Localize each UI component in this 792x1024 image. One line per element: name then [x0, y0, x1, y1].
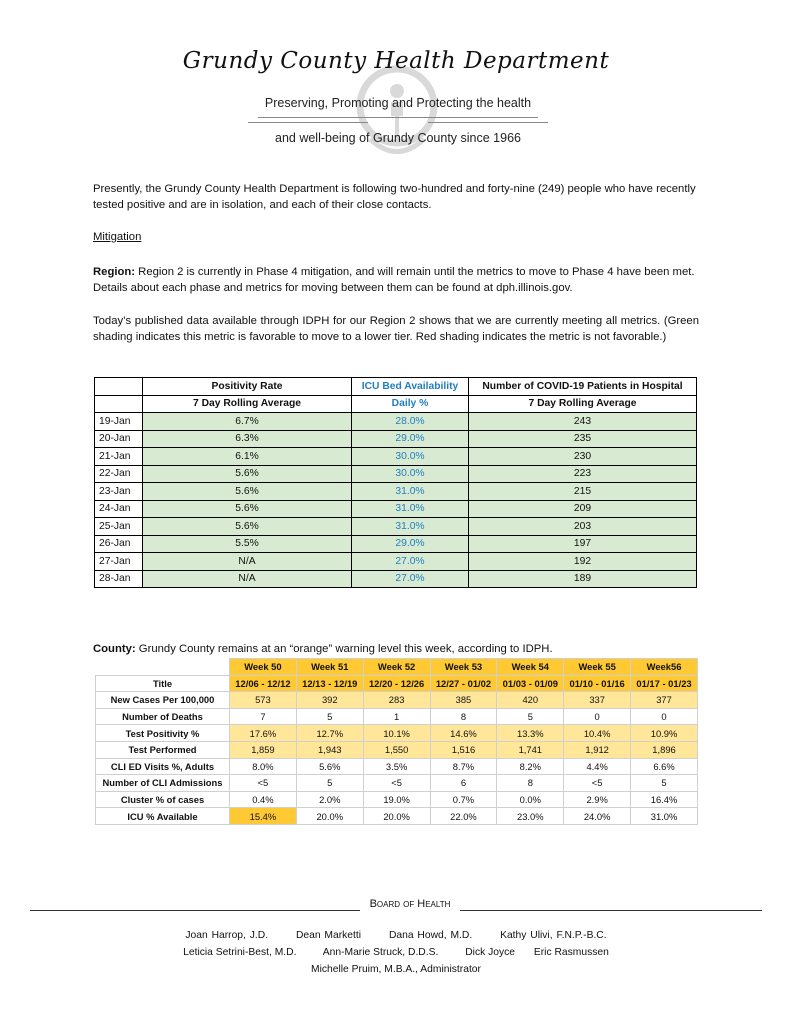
table-row: [95, 500, 697, 518]
metric-cell: 20.0%: [363, 808, 430, 825]
header-blank: [96, 659, 230, 676]
metric-cell: 283: [363, 692, 430, 709]
subheader-icu: Daily %: [352, 395, 469, 413]
hospital-cell: 230: [469, 448, 697, 466]
header-icu: ICU Bed Availability: [352, 378, 469, 396]
date-range: 12/20 - 12/26: [363, 675, 430, 692]
table-row: [95, 483, 697, 501]
week-header-row: [96, 659, 698, 676]
header-blank: [95, 378, 143, 396]
metric-cell: 13.3%: [497, 725, 564, 742]
metric-cell: 14.6%: [430, 725, 497, 742]
hospital-cell: 197: [469, 535, 697, 553]
hospital-cell: 215: [469, 483, 697, 501]
metric-cell: 6: [430, 775, 497, 792]
subheader-positivity: 7 Day Rolling Average: [143, 395, 352, 413]
table-row: [96, 808, 698, 825]
board-title: Board of Health: [369, 898, 451, 910]
table-row: [95, 553, 697, 571]
metric-cell: 1,550: [363, 741, 430, 758]
metric-cell: 5: [497, 708, 564, 725]
subheader-blank: [95, 395, 143, 413]
board-member: Kathy Ulivi, F.N.P.-B.C.: [500, 930, 607, 941]
metric-cell: 31.0%: [631, 808, 698, 825]
subheader-hospital: 7 Day Rolling Average: [469, 395, 697, 413]
date-range: 01/10 - 01/16: [564, 675, 631, 692]
date-range: 01/17 - 01/23: [631, 675, 698, 692]
table-row: [95, 413, 697, 431]
board-member: Dana Howd, M.D.: [388, 930, 473, 941]
metric-cell: 1,943: [296, 741, 363, 758]
metric-cell: 8: [497, 775, 564, 792]
metric-cell: 22.0%: [430, 808, 497, 825]
metric-cell: 420: [497, 692, 564, 709]
metric-cell: 1,859: [230, 741, 297, 758]
table-row: [96, 758, 698, 775]
metric-cell: 5.6%: [296, 758, 363, 775]
hospital-cell: 223: [469, 465, 697, 483]
department-logo-watermark: [355, 64, 439, 164]
metric-cell: 15.4%: [230, 808, 297, 825]
icu-cell: 31.0%: [352, 500, 469, 518]
positivity-cell: 6.1%: [143, 448, 352, 466]
county-paragraph: [93, 641, 699, 657]
row-date: 26-Jan: [95, 535, 143, 553]
board-members-line-1: [0, 930, 792, 941]
table-row: [96, 775, 698, 792]
week-header: Week 54: [497, 659, 564, 676]
metric-label: Number of Deaths: [96, 708, 230, 725]
idph-paragraph: Today’s published data available through IDPH for our Region 2 shows that we are currently meeting all metrics. (Green shading indicates this metric is favorable to move to a lower tier. Red shading indicates the metric is not favorable.): [93, 315, 699, 343]
mitigation-heading: Mitigation: [93, 231, 142, 243]
positivity-cell: 5.5%: [143, 535, 352, 553]
icu-cell: 28.0%: [352, 413, 469, 431]
board-member: Dean Marketti: [295, 930, 362, 941]
metric-cell: 5: [631, 775, 698, 792]
metric-cell: 10.1%: [363, 725, 430, 742]
header-hospital: Number of COVID-19 Patients in Hospital: [469, 378, 697, 396]
metric-cell: 6.6%: [631, 758, 698, 775]
metric-cell: 17.6%: [230, 725, 297, 742]
hospital-cell: 243: [469, 413, 697, 431]
metric-cell: 5: [296, 708, 363, 725]
metric-cell: 0.0%: [497, 791, 564, 808]
metric-label: Cluster % of cases: [96, 791, 230, 808]
metric-cell: 23.0%: [497, 808, 564, 825]
date-range: 12/27 - 01/02: [430, 675, 497, 692]
week-header: Week 50: [230, 659, 297, 676]
metric-cell: 5: [296, 775, 363, 792]
metric-cell: 392: [296, 692, 363, 709]
table-row: [95, 448, 697, 466]
hospital-cell: 192: [469, 553, 697, 571]
region-table-subheader-row: [95, 395, 697, 413]
positivity-cell: N/A: [143, 570, 352, 588]
metric-cell: <5: [564, 775, 631, 792]
row-date: 20-Jan: [95, 430, 143, 448]
row-date: 28-Jan: [95, 570, 143, 588]
positivity-cell: 5.6%: [143, 465, 352, 483]
metric-cell: 4.4%: [564, 758, 631, 775]
board-member: Eric Rasmussen: [533, 947, 609, 958]
metric-cell: 2.0%: [296, 791, 363, 808]
metric-cell: 1,741: [497, 741, 564, 758]
metric-cell: 377: [631, 692, 698, 709]
icu-cell: 29.0%: [352, 430, 469, 448]
county-label: County:: [93, 643, 136, 655]
icu-cell: 29.0%: [352, 535, 469, 553]
row-date: 24-Jan: [95, 500, 143, 518]
region-label: Region:: [93, 266, 136, 278]
icu-cell: 30.0%: [352, 465, 469, 483]
county-metrics-table: [95, 658, 698, 825]
positivity-cell: 5.6%: [143, 518, 352, 536]
positivity-cell: N/A: [143, 553, 352, 571]
table-row: [96, 725, 698, 742]
motto-line-2: and well-being of Grundy County since 1966: [275, 131, 521, 145]
positivity-cell: 5.6%: [143, 483, 352, 501]
metric-cell: 12.7%: [296, 725, 363, 742]
row-date: 27-Jan: [95, 553, 143, 571]
motto-line-1: Preserving, Promoting and Protecting the health: [264, 96, 532, 110]
region-metrics-table: [94, 377, 697, 588]
metric-cell: 3.5%: [363, 758, 430, 775]
hospital-cell: 189: [469, 570, 697, 588]
board-member: Leticia Setrini-Best, M.D.: [183, 947, 297, 958]
metric-cell: 8: [430, 708, 497, 725]
hospital-cell: 203: [469, 518, 697, 536]
metric-cell: 1: [363, 708, 430, 725]
week-header: Week 53: [430, 659, 497, 676]
positivity-cell: 6.3%: [143, 430, 352, 448]
title-label: Title: [96, 675, 230, 692]
metric-label: ICU % Available: [96, 808, 230, 825]
metric-cell: <5: [230, 775, 297, 792]
table-row: [95, 430, 697, 448]
metric-cell: 8.0%: [230, 758, 297, 775]
board-member: Dick Joyce: [465, 947, 515, 958]
table-row: [96, 741, 698, 758]
metric-cell: 0: [631, 708, 698, 725]
intro-paragraph: Presently, the Grundy County Health Department is following two-hundred and forty-nine (249) people who have recently tested positive and are in isolation, and each of their close contacts.: [93, 183, 696, 211]
board-rule-right: [460, 910, 762, 911]
table-row: [95, 465, 697, 483]
metric-cell: 10.9%: [631, 725, 698, 742]
board-members-line-2: [0, 947, 792, 958]
metric-cell: 385: [430, 692, 497, 709]
metric-cell: 10.4%: [564, 725, 631, 742]
region-table-header-row: [95, 378, 697, 396]
icu-cell: 31.0%: [352, 483, 469, 501]
week-header: Week 55: [564, 659, 631, 676]
metric-cell: <5: [363, 775, 430, 792]
table-row: [96, 791, 698, 808]
metric-cell: 0.4%: [230, 791, 297, 808]
metric-cell: 1,912: [564, 741, 631, 758]
table-row: [95, 518, 697, 536]
metric-cell: 20.0%: [296, 808, 363, 825]
metric-cell: 16.4%: [631, 791, 698, 808]
row-date: 21-Jan: [95, 448, 143, 466]
table-row: [96, 708, 698, 725]
table-row: [95, 535, 697, 553]
week-header: Week 52: [363, 659, 430, 676]
metric-cell: 19.0%: [363, 791, 430, 808]
date-range-row: [96, 675, 698, 692]
metric-cell: 7: [230, 708, 297, 725]
board-rule-left: [30, 910, 360, 911]
date-range: 12/13 - 12/19: [296, 675, 363, 692]
table-row: [95, 570, 697, 588]
metric-cell: 337: [564, 692, 631, 709]
metric-label: CLI ED Visits %, Adults: [96, 758, 230, 775]
date-range: 01/03 - 01/09: [497, 675, 564, 692]
positivity-cell: 6.7%: [143, 413, 352, 431]
metric-cell: 2.9%: [564, 791, 631, 808]
hospital-cell: 209: [469, 500, 697, 518]
row-date: 22-Jan: [95, 465, 143, 483]
row-date: 19-Jan: [95, 413, 143, 431]
metric-cell: 1,896: [631, 741, 698, 758]
table-row: [96, 692, 698, 709]
icu-cell: 31.0%: [352, 518, 469, 536]
header-positivity: Positivity Rate: [143, 378, 352, 396]
metric-cell: 8.2%: [497, 758, 564, 775]
metric-cell: 1,516: [430, 741, 497, 758]
hospital-cell: 235: [469, 430, 697, 448]
icu-cell: 27.0%: [352, 553, 469, 571]
page-title: Grundy County Health Department: [182, 48, 610, 74]
region-paragraph: [93, 264, 699, 296]
metric-cell: 0: [564, 708, 631, 725]
metric-cell: 8.7%: [430, 758, 497, 775]
board-member: Ann-Marie Struck, D.D.S.: [322, 947, 439, 958]
board-member: Joan Harrop, J.D.: [185, 930, 269, 941]
metric-label: Test Performed: [96, 741, 230, 758]
board-administrator: Michelle Pruim, M.B.A., Administrator: [311, 964, 481, 975]
icu-cell: 30.0%: [352, 448, 469, 466]
date-range: 12/06 - 12/12: [230, 675, 297, 692]
week-header: Week 51: [296, 659, 363, 676]
region-text: Region 2 is currently in Phase 4 mitigation, and will remain until the metrics to move to Phase 4 have been met. Details about each phase and metrics for moving between them can be found at dph.illinois.gov.: [93, 266, 695, 294]
metric-cell: 24.0%: [564, 808, 631, 825]
metric-label: Test Positivity %: [96, 725, 230, 742]
motto-divider-right: [428, 122, 548, 123]
metric-cell: 573: [230, 692, 297, 709]
week-header: Week56: [631, 659, 698, 676]
motto-divider-left: [248, 122, 368, 123]
row-date: 23-Jan: [95, 483, 143, 501]
metric-cell: 0.7%: [430, 791, 497, 808]
motto-divider: [258, 117, 538, 118]
metric-label: New Cases Per 100,000: [96, 692, 230, 709]
metric-label: Number of CLI Admissions: [96, 775, 230, 792]
icu-cell: 27.0%: [352, 570, 469, 588]
row-date: 25-Jan: [95, 518, 143, 536]
positivity-cell: 5.6%: [143, 500, 352, 518]
county-text: Grundy County remains at an “orange” warning level this week, according to IDPH.: [135, 643, 553, 655]
